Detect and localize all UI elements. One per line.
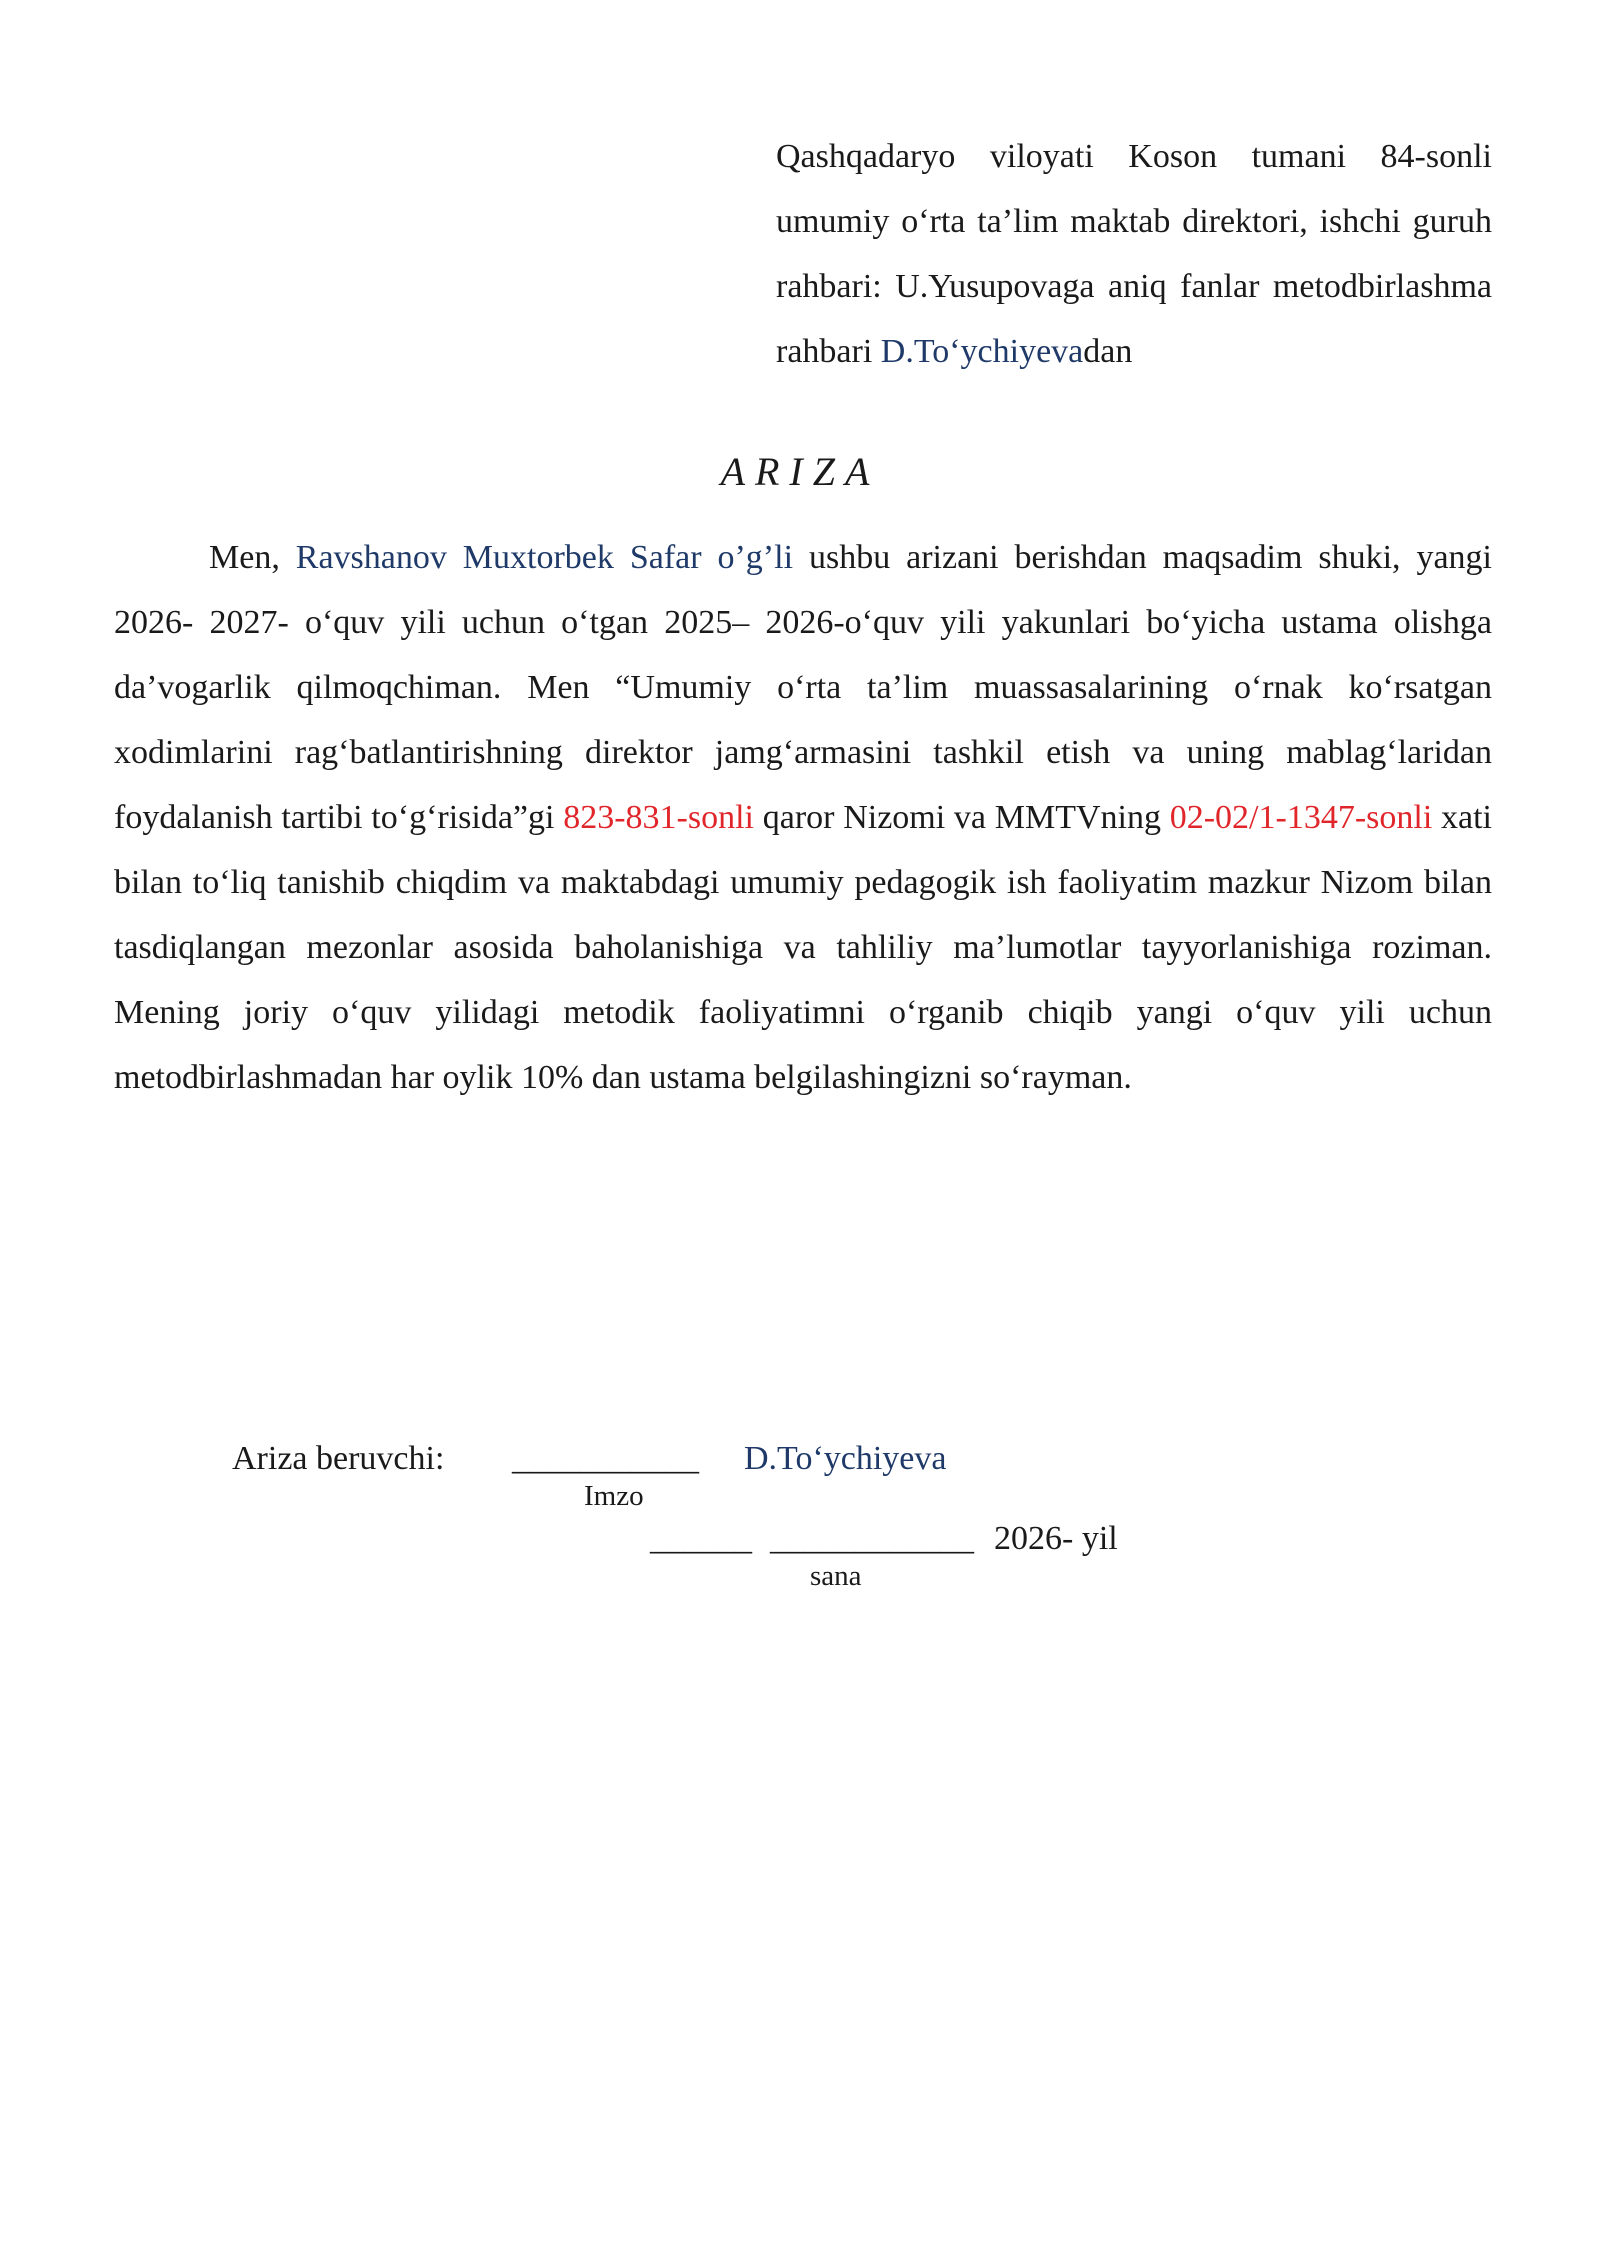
date-caption: sana xyxy=(810,1560,862,1592)
signature-line: ___________ xyxy=(512,1440,699,1477)
signature-label: Ariza beruvchi: xyxy=(232,1440,445,1477)
document-title: ARIZA xyxy=(720,449,880,494)
signature-caption: Imzo xyxy=(584,1480,644,1512)
applicant-name: Ravshanov Muxtorbek Safar o’g’li xyxy=(295,539,794,576)
date-day-blank: ______ xyxy=(650,1520,752,1557)
body-text-1: ushbu arizani berishdan maqsadim shuki, yangi 2026- 2027- o‘quv yili uchun o‘tgan 2025– 2026-o‘quv yili yakunlari bo‘yicha ustama olishga da’vogarlik qilmoqchiman. Men “Umumiy o‘rta ta’lim muassasalarining o‘rnak ko‘rsatgan xodimlarini rag‘batlantirishning direktor jamg‘armasini tashkil etish va uning mablag‘laridan foydalanish tartibi to‘g‘risida”gi xyxy=(114,539,1492,836)
decree-reference: 823-831-sonli xyxy=(563,799,754,836)
letter-reference: 02-02/1-1347-sonli xyxy=(1169,799,1433,836)
body-text-3: xati bilan to‘liq tanishib chiqdim va maktabdagi umumiy pedagogik ish faoliyatim mazkur Nizom bilan tasdiqlangan mezonlar asosida baholanishiga va tahliliy ma’lumotlar tayyorlanishiga roziman. Mening joriy o‘quv yilidagi metodik faoliyatimni o‘rganib chiqib yangi o‘quv yili uchun metodbirlashmadan har oylik 10% dan ustama belgilashingizni so‘rayman. xyxy=(114,799,1493,1096)
addressee-text: Qashqadaryo viloyati Koson tumani 84-sonli umumiy o‘rta ta’lim maktab direktori, ishchi guruh rahbari: U.Yusupovaga aniq fanlar metodbirlashma rahbari xyxy=(776,138,1492,370)
sender-name: D.To‘ychiyeva xyxy=(880,333,1084,370)
addressee-block xyxy=(776,124,1492,384)
date-month-blank: ____________ xyxy=(770,1520,974,1557)
sender-suffix: dan xyxy=(1083,333,1133,370)
body-text-2: qaror Nizomi va MMTVning xyxy=(754,799,1170,836)
application-body xyxy=(114,525,1492,1110)
body-intro: Men, xyxy=(209,539,296,576)
signer-name: D.To‘ychiyeva xyxy=(744,1440,947,1477)
date-year: 2026- yil xyxy=(994,1520,1118,1557)
